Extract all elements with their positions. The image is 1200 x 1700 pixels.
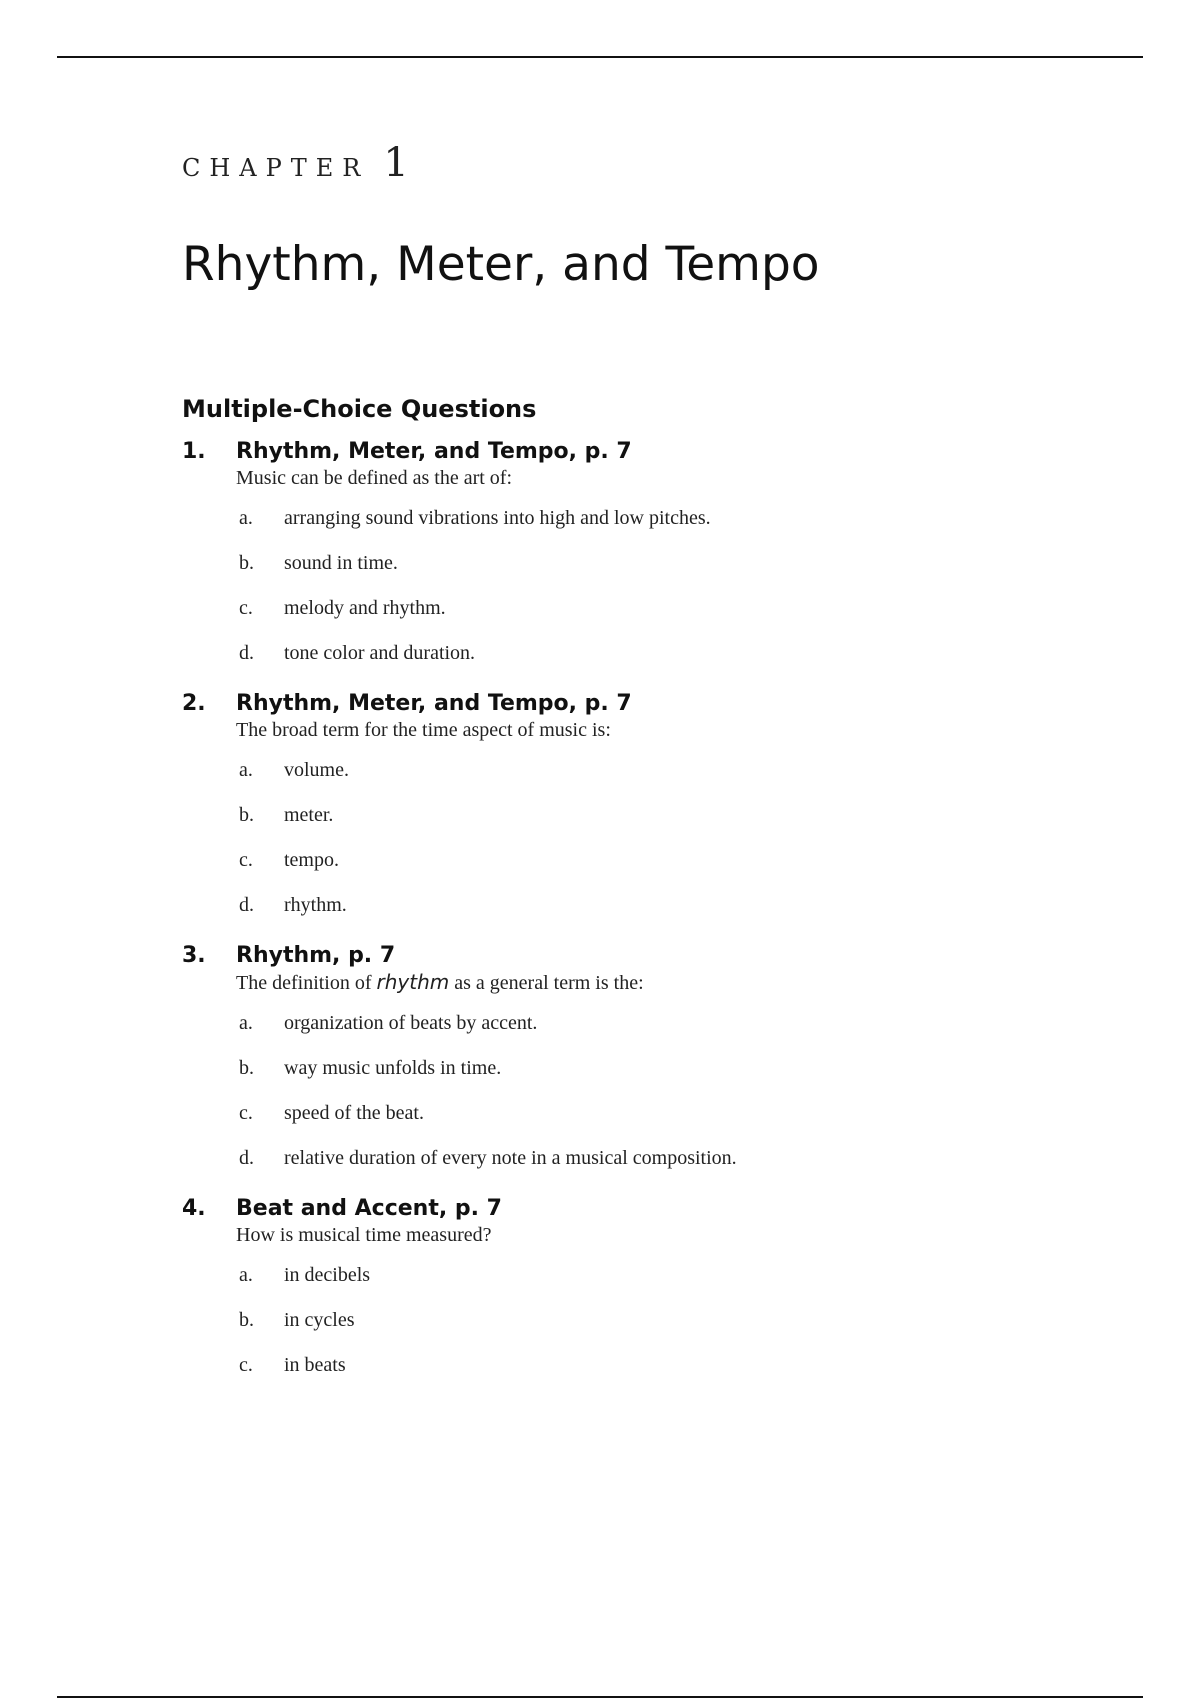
question-prompt-text: The broad term for the time aspect of music is: bbox=[236, 719, 611, 741]
section-heading: Multiple-Choice Questions bbox=[182, 395, 537, 423]
option-text: organization of beats by accent. bbox=[284, 1012, 538, 1034]
option-text: meter. bbox=[284, 804, 334, 826]
answer-option bbox=[182, 1050, 1082, 1095]
option-letter: a. bbox=[239, 507, 253, 529]
question-item bbox=[182, 690, 1082, 932]
answer-option bbox=[182, 1257, 1082, 1302]
question-header bbox=[182, 942, 1082, 970]
answer-option bbox=[182, 590, 1082, 635]
option-text: rhythm. bbox=[284, 894, 347, 916]
answer-option bbox=[182, 1005, 1082, 1050]
answer-option bbox=[182, 752, 1082, 797]
option-text: sound in time. bbox=[284, 552, 398, 574]
option-text: relative duration of every note in a musical composition. bbox=[284, 1147, 737, 1169]
top-rule bbox=[57, 56, 1143, 58]
question-item bbox=[182, 1195, 1082, 1392]
question-header bbox=[182, 690, 1082, 718]
question-prompt-text: The definition of bbox=[236, 972, 372, 994]
option-letter: d. bbox=[239, 894, 254, 916]
option-text: speed of the beat. bbox=[284, 1102, 424, 1124]
option-text: arranging sound vibrations into high and low pitches. bbox=[284, 507, 711, 529]
option-letter: b. bbox=[239, 552, 254, 574]
question-number: 3. bbox=[182, 943, 206, 968]
option-text: in beats bbox=[284, 1354, 346, 1376]
answer-options bbox=[182, 500, 1082, 680]
option-letter: a. bbox=[239, 1012, 253, 1034]
question-prompt-text: Music can be defined as the art of: bbox=[236, 467, 513, 489]
option-text: in decibels bbox=[284, 1264, 371, 1286]
question-prompt bbox=[236, 466, 1082, 490]
option-letter: d. bbox=[239, 1147, 254, 1169]
option-text: tone color and duration. bbox=[284, 642, 476, 664]
chapter-word: CHAPTER bbox=[182, 154, 370, 182]
option-text: volume. bbox=[284, 759, 349, 781]
answer-option bbox=[182, 797, 1082, 842]
option-letter: c. bbox=[239, 1102, 253, 1124]
answer-option bbox=[182, 1095, 1082, 1140]
question-prompt bbox=[236, 1223, 1082, 1247]
option-text: melody and rhythm. bbox=[284, 597, 446, 619]
question-topic: Rhythm, Meter, and Tempo, p. 7 bbox=[236, 691, 632, 716]
answer-option bbox=[182, 1140, 1082, 1185]
option-letter: a. bbox=[239, 759, 253, 781]
option-letter: a. bbox=[239, 1264, 253, 1286]
option-letter: c. bbox=[239, 1354, 253, 1376]
answer-options bbox=[182, 752, 1082, 932]
answer-option bbox=[182, 545, 1082, 590]
question-topic: Rhythm, p. 7 bbox=[236, 943, 396, 968]
question-prompt-text-after: as a general term is the: bbox=[454, 972, 644, 994]
question-number: 4. bbox=[182, 1196, 206, 1221]
question-item bbox=[182, 942, 1082, 1185]
question-number: 2. bbox=[182, 691, 206, 716]
answer-options bbox=[182, 1257, 1082, 1392]
option-letter: b. bbox=[239, 804, 254, 826]
answer-option bbox=[182, 635, 1082, 680]
question-header bbox=[182, 438, 1082, 466]
question-item bbox=[182, 438, 1082, 680]
option-letter: c. bbox=[239, 849, 253, 871]
question-prompt bbox=[236, 718, 1082, 742]
question-number: 1. bbox=[182, 439, 206, 464]
answer-option bbox=[182, 1302, 1082, 1347]
answer-option bbox=[182, 500, 1082, 545]
chapter-title: Rhythm, Meter, and Tempo bbox=[182, 237, 820, 292]
answer-option bbox=[182, 842, 1082, 887]
chapter-label bbox=[182, 140, 1082, 190]
question-topic: Rhythm, Meter, and Tempo, p. 7 bbox=[236, 439, 632, 464]
option-letter: d. bbox=[239, 642, 254, 664]
question-prompt-emphasis: rhythm bbox=[376, 970, 450, 994]
question-prompt bbox=[236, 970, 1082, 995]
bottom-rule bbox=[57, 1696, 1143, 1698]
question-topic: Beat and Accent, p. 7 bbox=[236, 1196, 502, 1221]
answer-option bbox=[182, 1347, 1082, 1392]
chapter-number: 1 bbox=[383, 140, 409, 186]
question-prompt-text: How is musical time measured? bbox=[236, 1224, 492, 1246]
option-letter: c. bbox=[239, 597, 253, 619]
option-letter: b. bbox=[239, 1309, 254, 1331]
question-list bbox=[182, 438, 1082, 1392]
option-text: way music unfolds in time. bbox=[284, 1057, 502, 1079]
page-content bbox=[182, 140, 1082, 1402]
answer-options bbox=[182, 1005, 1082, 1185]
option-letter: b. bbox=[239, 1057, 254, 1079]
option-text: tempo. bbox=[284, 849, 339, 871]
answer-option bbox=[182, 887, 1082, 932]
option-text: in cycles bbox=[284, 1309, 355, 1331]
question-header bbox=[182, 1195, 1082, 1223]
